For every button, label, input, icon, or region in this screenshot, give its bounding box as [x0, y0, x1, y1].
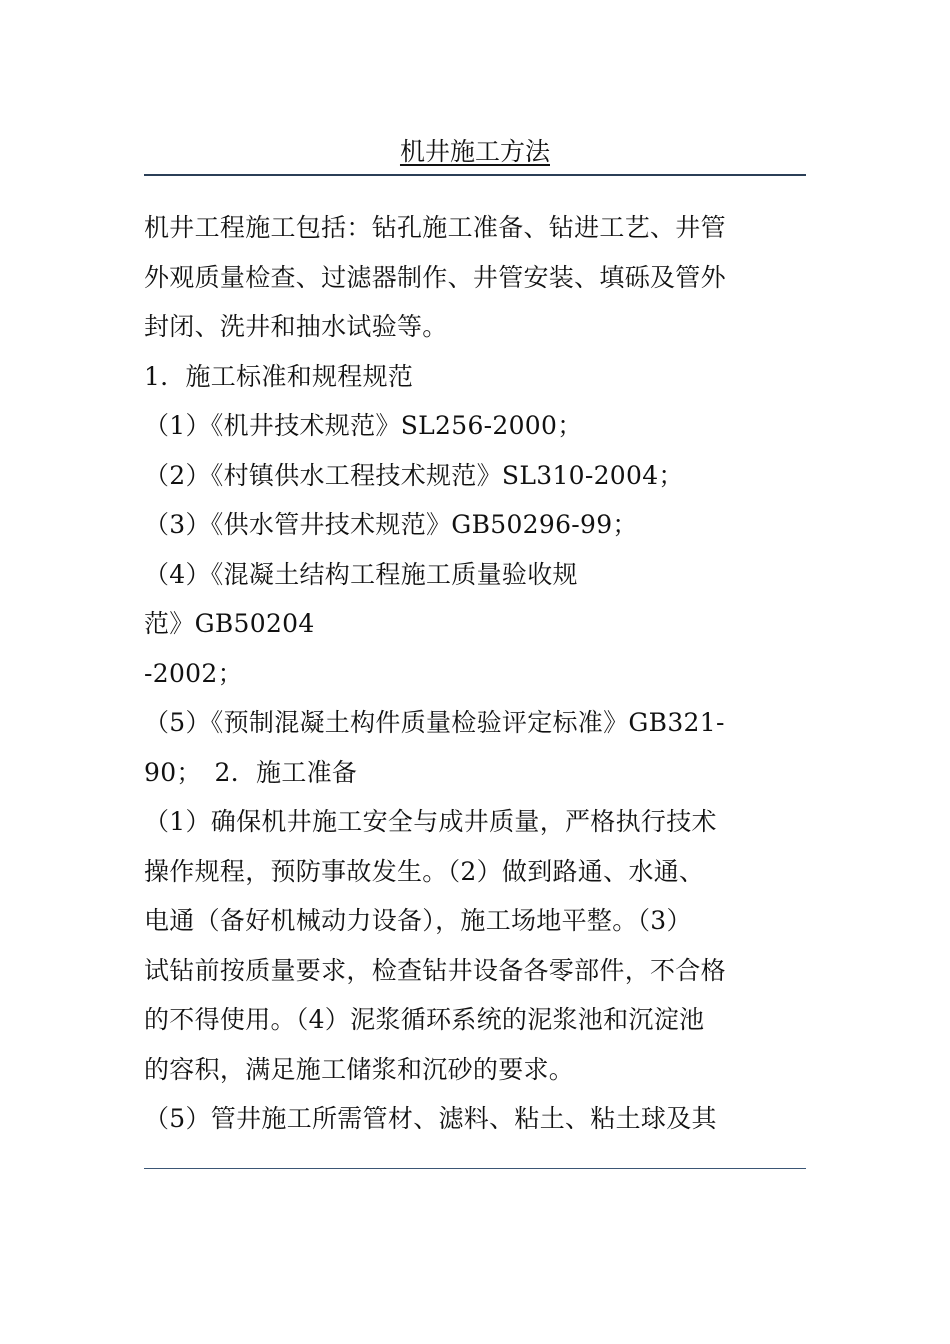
text-line: 的容积，满足施工储浆和沉砂的要求。	[144, 1054, 575, 1084]
text-line: （4）《混凝土结构工程施工质量验收规	[144, 559, 578, 589]
text-line: （5）《预制混凝土构件质量检验评定标准》GB321-	[144, 708, 725, 737]
text-line: 电通（备好机械动力设备），施工场地平整。（3）	[144, 906, 692, 935]
section-heading: 1．施工标准和规程规范	[144, 361, 414, 391]
text-line: （1）确保机井施工安全与成井质量，严格执行技术	[144, 807, 717, 836]
text-line: （5）管井施工所需管材、滤料、粘土、粘土球及其	[144, 1104, 717, 1133]
text-line: （3）《供水管井技术规范》GB50296-99；	[144, 510, 638, 539]
text-line: 封闭、洗井和抽水试验等。	[144, 312, 448, 341]
footer-rule	[144, 1168, 806, 1169]
text-line: 的不得使用。（4）泥浆循环系统的泥浆池和沉淀池	[144, 1005, 705, 1034]
text-line: （1）《机井技术规范》SL256-2000；	[144, 411, 583, 440]
section-heading: 90； 2．施工准备	[144, 757, 358, 787]
text-line: 试钻前按质量要求，检查钻井设备各零部件，不合格	[144, 955, 726, 985]
text-line: 机井工程施工包括：钻孔施工准备、钻进工艺、井管	[144, 213, 726, 242]
text-line: （2）《村镇供水工程技术规范》SL310-2004；	[144, 460, 684, 490]
document-body	[144, 203, 806, 1144]
text-line: 操作规程，预防事故发生。（2）做到路通、水通、	[144, 856, 705, 886]
text-line: -2002；	[144, 658, 243, 688]
text-line: 外观质量检查、过滤器制作、井管安装、填砾及管外	[144, 262, 726, 292]
header-rule	[144, 174, 806, 176]
text-line: 范》GB50204	[144, 609, 315, 638]
page-title: 机井施工方法	[399, 137, 550, 166]
